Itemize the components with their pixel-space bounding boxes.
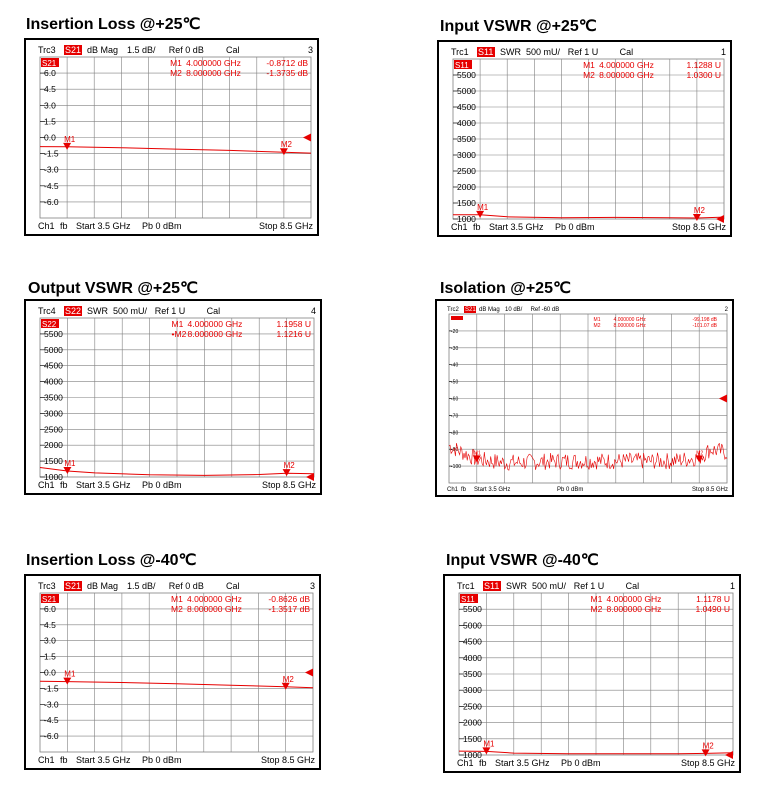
y-tick-label: -50 — [451, 379, 459, 386]
marker-readout-name: M2 — [170, 68, 182, 78]
marker-m1-label: M1 — [64, 458, 76, 468]
y-tick-label: 4500 — [457, 102, 476, 112]
y-tick-label: 1500 — [44, 456, 63, 467]
y-tick-label: 2500 — [457, 166, 476, 176]
chart-output-vswr-25 — [26, 301, 320, 493]
title-input-vswr-25: Input VSWR @+25℃ — [440, 18, 597, 35]
marker-readout-freq: 4.000000 GHz — [186, 58, 241, 68]
header-ref: Ref -60 dB — [530, 307, 560, 313]
y-tick-label: 1000 — [44, 472, 63, 482]
marker-m1-label: M1 — [64, 669, 76, 679]
marker-readout-freq: 8.000000 GHz — [599, 70, 654, 80]
marker-readout-freq: 8.000000 GHz — [613, 323, 646, 329]
y-tick-label: 0.0 — [44, 132, 56, 143]
header-trace: Trc2 — [447, 307, 459, 313]
header-format: dB Mag — [87, 581, 119, 591]
panel-insertion-loss-40 — [24, 574, 321, 770]
footer-start: Start 3.5 GHz — [495, 758, 550, 768]
y-tick-label: -4.5 — [44, 180, 59, 191]
chart-isolation-25 — [437, 301, 732, 495]
header-param: S21 — [65, 45, 82, 55]
footer-fb: fb — [60, 480, 68, 490]
footer-channel: Ch1 — [451, 222, 468, 232]
y-tick-label: 3500 — [44, 392, 63, 403]
marker-readout-freq: 4.000000 GHz — [187, 594, 242, 604]
header-format: dB Mag — [479, 307, 500, 313]
header-ref: Ref 1 U — [567, 47, 599, 57]
y-tick-label: 5500 — [463, 604, 482, 615]
y-tick-label: -6.0 — [44, 196, 59, 207]
y-tick-label: 2500 — [44, 424, 63, 435]
marker-readout-value: 1.1288 U — [686, 60, 721, 70]
y-tick-label: -30 — [451, 345, 459, 352]
y-tick-label: -1.5 — [44, 683, 59, 694]
y-tick-label: 6.0 — [44, 68, 56, 79]
header-scale: 500 mU/ — [113, 306, 148, 316]
header-cal: Cal — [619, 47, 634, 57]
header-format: SWR — [506, 581, 527, 591]
panel-insertion-loss-25 — [24, 38, 319, 236]
marker-readout-name: M1 — [171, 594, 183, 604]
marker-m2-label: M2 — [283, 461, 295, 471]
chart-insertion-loss-25 — [26, 40, 317, 234]
y-tick-label: 2000 — [463, 717, 482, 728]
header-scale: 500 mU/ — [532, 581, 567, 591]
y-tick-label: 4.5 — [44, 619, 56, 630]
marker-readout-name: M1 — [590, 594, 603, 604]
footer-start: Start 3.5 GHz — [76, 755, 131, 765]
footer-fb: fb — [479, 758, 487, 768]
footer-stop: Stop 8.5 GHz — [671, 222, 726, 232]
marker-readout-name: M2 — [171, 604, 183, 614]
title-output-vswr-25: Output VSWR @+25℃ — [28, 280, 199, 297]
footer-stop: Stop 8.5 GHz — [260, 755, 315, 765]
marker-readout-value: -1.3517 dB — [268, 604, 310, 614]
y-tick-label: 4.5 — [44, 84, 56, 95]
y-tick-label: 5000 — [44, 344, 63, 355]
y-tick-label: 3.0 — [44, 100, 56, 111]
header-format: dB Mag — [87, 45, 119, 55]
y-tick-label: -60 — [451, 396, 459, 403]
y-tick-label: 5500 — [44, 328, 63, 339]
y-tick-label: 0.0 — [44, 667, 56, 678]
header-param: S21 — [65, 581, 82, 591]
header-scale: 10 dB/ — [505, 307, 523, 313]
plot-param-label: S22 — [42, 320, 57, 329]
header-cal: Cal — [625, 581, 640, 591]
marker-readout-freq: 8.000000 GHz — [186, 68, 241, 78]
y-tick-label: 5000 — [463, 620, 482, 631]
marker-m1-label: M1 — [483, 739, 495, 749]
header-index: 2 — [724, 307, 728, 313]
footer-channel: Ch1 — [38, 755, 55, 765]
marker-readout-freq: 8.000000 GHz — [187, 329, 243, 339]
y-tick-label: 4500 — [44, 360, 63, 371]
footer-fb: fb — [60, 755, 68, 765]
header-cal: Cal — [226, 45, 240, 55]
header-format: SWR — [87, 306, 108, 316]
header-scale: 1.5 dB/ — [127, 581, 156, 591]
header-index: 1 — [729, 581, 735, 591]
plot-param-label: S11 — [455, 61, 469, 70]
footer-start: Start 3.5 GHz — [76, 221, 131, 231]
marker-readout-value: -0.8712 dB — [266, 58, 308, 68]
footer-power: Pb 0 dBm — [142, 755, 182, 765]
marker-readout-name: M1 — [583, 60, 595, 70]
footer-stop: Stop 8.5 GHz — [261, 480, 316, 490]
reference-arrow — [719, 395, 727, 403]
marker-m2-triangle — [283, 469, 291, 476]
marker-readout-value: 1.0490 U — [695, 604, 730, 614]
plot-param-label: S21 — [42, 59, 57, 68]
y-tick-label: -1.5 — [44, 148, 59, 159]
header-param: S11 — [484, 581, 500, 591]
marker-readout-freq: 8.000000 GHz — [187, 604, 242, 614]
footer-start: Start 3.5 GHz — [489, 222, 544, 232]
header-scale: 1.5 dB/ — [127, 45, 156, 55]
header-ref: Ref 1 U — [573, 581, 605, 591]
y-tick-label: -40 — [451, 362, 459, 369]
y-tick-label: 3000 — [463, 685, 482, 696]
header-param: S22 — [65, 306, 82, 316]
marker-readout-name: •M2 — [171, 329, 187, 339]
header-index: 4 — [310, 306, 316, 316]
header-cal: Cal — [206, 306, 221, 316]
y-tick-label: 3500 — [457, 134, 476, 144]
header-param: S21 — [465, 307, 476, 313]
y-tick-label: 1.5 — [44, 116, 56, 127]
footer-stop: Stop 8.5 GHz — [691, 487, 728, 493]
marker-readout-name: M2 — [583, 70, 595, 80]
y-tick-label: 1.5 — [44, 651, 56, 662]
marker-readout-freq: 4.000000 GHz — [187, 319, 243, 329]
chart-input-vswr-25 — [439, 42, 730, 235]
header-format: SWR — [500, 47, 521, 57]
y-tick-label: -90 — [451, 447, 459, 454]
panel-input-vswr-25 — [437, 40, 732, 237]
header-index: 1 — [720, 47, 726, 57]
y-tick-label: 3000 — [457, 150, 476, 160]
y-tick-label: 5000 — [457, 86, 476, 96]
footer-fb: fb — [473, 222, 481, 232]
marker-m2-label: M2 — [282, 674, 294, 684]
y-tick-label: -20 — [451, 328, 459, 335]
marker-m2-label: M2 — [280, 140, 293, 150]
marker-readout-name: M2 — [590, 604, 603, 614]
marker-readout-value: 1.0300 U — [686, 70, 721, 80]
title-insertion-loss-40: Insertion Loss @-40℃ — [26, 552, 197, 569]
header-ref: Ref 1 U — [154, 306, 186, 316]
title-insertion-loss-25: Insertion Loss @+25℃ — [26, 16, 201, 33]
header-trace: Trc1 — [451, 47, 469, 57]
panel-input-vswr-40 — [443, 574, 741, 773]
y-tick-label: 4500 — [463, 636, 482, 647]
y-tick-label: 3000 — [44, 408, 63, 419]
panel-output-vswr-25 — [24, 299, 322, 495]
marker-readout-freq: 4.000000 GHz — [613, 317, 646, 323]
y-tick-label: -80 — [451, 430, 459, 437]
footer-power: Pb 0 dBm — [557, 487, 584, 493]
footer-fb: fb — [461, 487, 467, 493]
reference-arrow — [305, 669, 313, 677]
footer-stop: Stop 8.5 GHz — [258, 221, 313, 231]
y-tick-label: -100 — [451, 464, 462, 471]
footer-start: Start 3.5 GHz — [474, 487, 511, 493]
header-index: 3 — [309, 581, 315, 591]
y-tick-label: 4000 — [463, 652, 482, 663]
header-ref: Ref 0 dB — [168, 581, 204, 591]
marker-m1-label: M1 — [477, 202, 489, 212]
title-isolation-25: Isolation @+25℃ — [440, 280, 571, 297]
chart-insertion-loss-40 — [26, 576, 319, 768]
header-param: S11 — [478, 47, 494, 57]
marker-m2-label: M2 — [693, 206, 706, 216]
footer-channel: Ch1 — [447, 487, 459, 493]
y-tick-label: 4000 — [44, 376, 63, 387]
y-tick-label: -3.0 — [44, 164, 59, 175]
header-cal: Cal — [226, 581, 240, 591]
plot-param-badge — [451, 316, 463, 320]
marker-readout-value: -99.198 dB — [692, 317, 717, 323]
header-ref: Ref 0 dB — [168, 45, 204, 55]
marker-m1-label: M1 — [64, 134, 76, 144]
y-tick-label: -70 — [451, 413, 459, 420]
marker-readout-freq: 8.000000 GHz — [606, 604, 662, 614]
plot-param-label: S11 — [461, 595, 475, 604]
marker-readout-name: M1 — [593, 317, 601, 323]
marker-readout-freq: 4.000000 GHz — [599, 60, 654, 70]
marker-m2-label: M2 — [702, 741, 714, 751]
header-trace: Trc3 — [38, 45, 56, 55]
footer-power: Pb 0 dBm — [142, 480, 182, 490]
header-trace: Trc1 — [457, 581, 475, 591]
panel-isolation-25 — [435, 299, 734, 497]
footer-fb: fb — [60, 221, 68, 231]
marker-readout-value: 1.1178 U — [696, 594, 730, 604]
y-tick-label: 1500 — [463, 733, 482, 744]
footer-start: Start 3.5 GHz — [76, 480, 131, 490]
marker-m1-label: M1 — [473, 450, 481, 457]
marker-readout-value: -101.07 dB — [692, 323, 717, 329]
y-tick-label: 1000 — [463, 750, 482, 760]
marker-readout-value: -1.3735 dB — [266, 68, 308, 78]
y-tick-label: 3500 — [463, 669, 482, 679]
marker-readout-value: 1.1958 U — [276, 319, 311, 329]
header-trace: Trc3 — [38, 581, 56, 591]
header-trace: Trc4 — [38, 306, 56, 316]
footer-power: Pb 0 dBm — [561, 758, 601, 768]
header-index: 3 — [307, 45, 313, 55]
marker-readout-name: M1 — [170, 58, 182, 68]
y-tick-label: 2000 — [457, 182, 476, 192]
y-tick-label: -4.5 — [44, 715, 59, 726]
y-tick-label: 6.0 — [44, 603, 56, 614]
footer-power: Pb 0 dBm — [142, 221, 182, 231]
title-input-vswr-40: Input VSWR @-40℃ — [446, 552, 599, 569]
header-scale: 500 mU/ — [526, 47, 561, 57]
plot-param-label: S21 — [42, 595, 57, 604]
marker-readout-freq: 4.000000 GHz — [606, 594, 662, 604]
y-tick-label: 1000 — [457, 214, 476, 224]
marker-readout-name: M1 — [171, 319, 184, 329]
y-tick-label: 1500 — [457, 198, 476, 208]
y-tick-label: 5500 — [457, 70, 476, 80]
marker-m2-label: M2 — [696, 450, 704, 457]
y-tick-label: -6.0 — [44, 731, 59, 742]
y-tick-label: 2000 — [44, 440, 63, 451]
y-tick-label: -3.0 — [44, 699, 59, 710]
chart-input-vswr-40 — [445, 576, 739, 771]
footer-channel: Ch1 — [457, 758, 474, 768]
footer-power: Pb 0 dBm — [555, 222, 595, 232]
marker-readout-value: 1.1216 U — [276, 329, 311, 339]
y-tick-label: 4000 — [457, 118, 476, 128]
footer-channel: Ch1 — [38, 221, 55, 231]
reference-arrow — [303, 134, 311, 142]
marker-readout-name: M2 — [593, 323, 601, 329]
marker-readout-value: -0.8626 dB — [268, 594, 310, 604]
footer-stop: Stop 8.5 GHz — [680, 758, 735, 768]
y-tick-label: 3.0 — [44, 635, 56, 646]
y-tick-label: 2500 — [463, 701, 482, 712]
footer-channel: Ch1 — [38, 480, 55, 490]
